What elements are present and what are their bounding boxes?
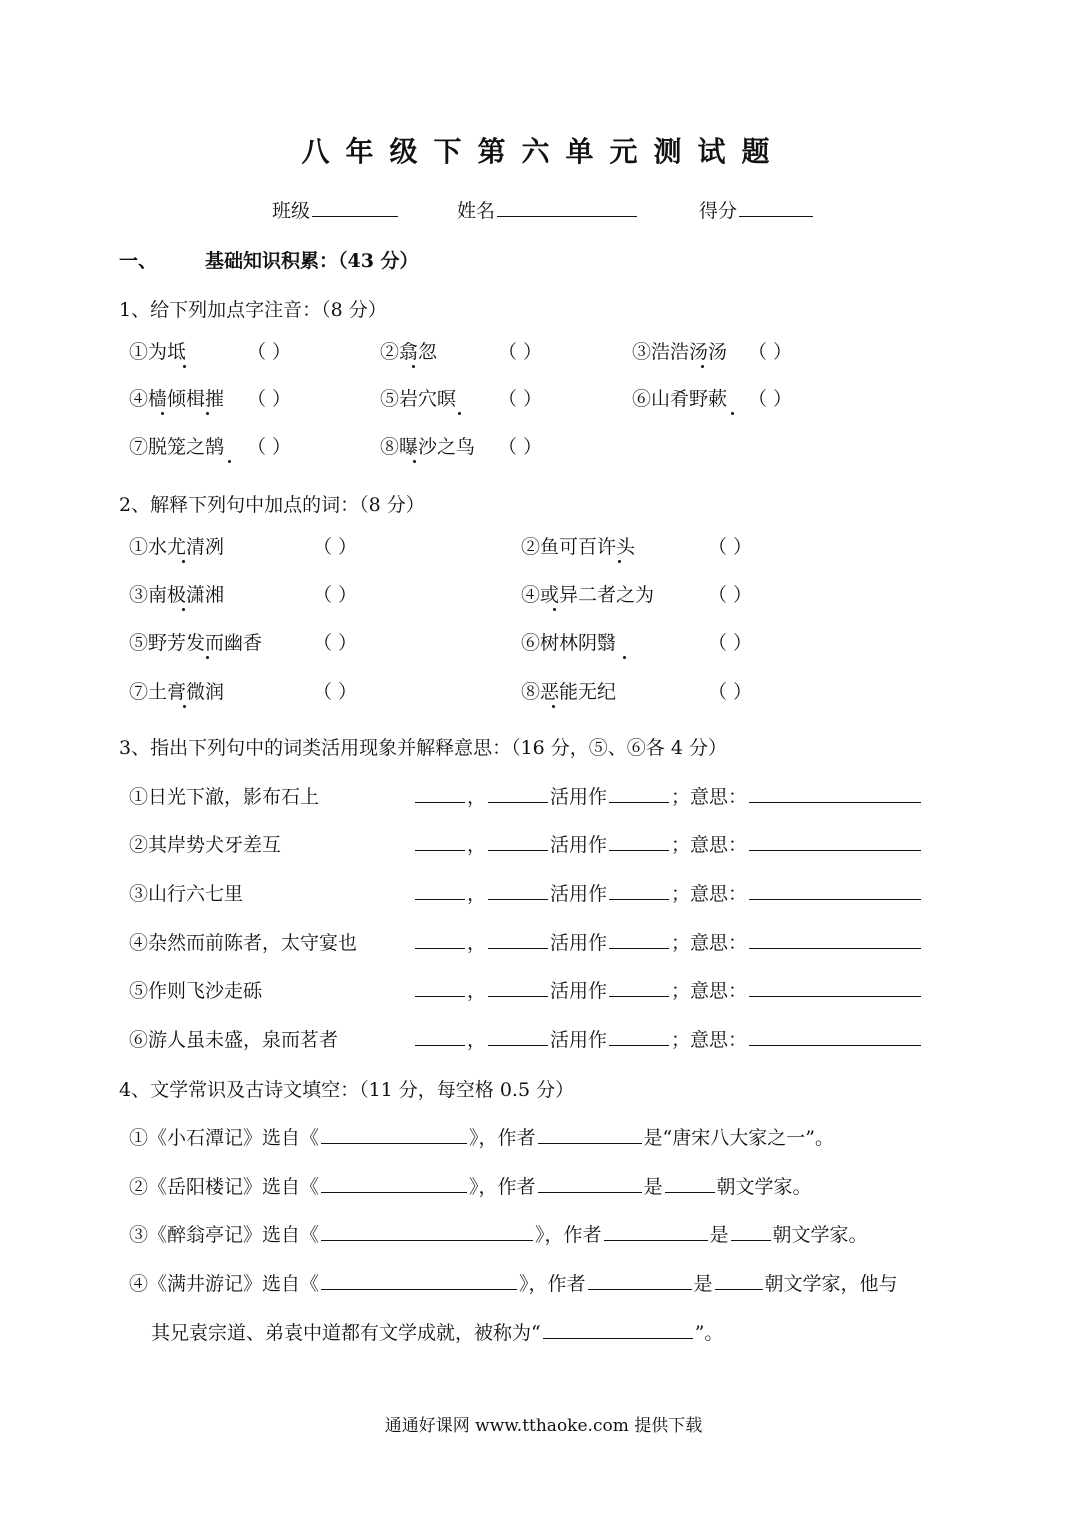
q4-line bbox=[151, 1318, 723, 1345]
q1-item: ④樯倾楫摧 bbox=[129, 388, 225, 410]
comma-text: ， bbox=[467, 1029, 487, 1051]
q2-item: ⑧恶能无纪 bbox=[521, 681, 617, 703]
emphasis-dot bbox=[161, 412, 164, 415]
comma-text: ， bbox=[467, 834, 487, 856]
comma-text: ， bbox=[467, 883, 487, 905]
q4-heading: 4、文学常识及古诗文填空：（11 分，每空格 0.5 分） bbox=[119, 1079, 575, 1101]
emphasis-dot bbox=[413, 460, 416, 463]
word-blank[interactable] bbox=[415, 801, 465, 803]
q3-item: ⑤作则飞沙走砾 bbox=[129, 980, 263, 1002]
word-blank[interactable] bbox=[415, 995, 465, 997]
comma-text: ， bbox=[467, 980, 487, 1002]
title-blank[interactable] bbox=[543, 1337, 693, 1339]
usage-blank[interactable] bbox=[488, 849, 548, 851]
q4-text: 其兄袁宗道、弟袁中道都有文学成就，被称为“ bbox=[151, 1322, 541, 1344]
name-field bbox=[457, 196, 639, 223]
q4-text: 》，作者 bbox=[469, 1127, 536, 1149]
q4-text: 》，作者 bbox=[535, 1224, 602, 1246]
q3-answer-row bbox=[413, 782, 923, 809]
q4-text: ”。 bbox=[694, 1322, 724, 1344]
q3-answer-row bbox=[413, 830, 923, 857]
meaning-blank[interactable] bbox=[749, 801, 921, 803]
q3-item: ④杂然而前陈者，太守宴也 bbox=[129, 932, 358, 954]
meaning-label: 意思： bbox=[690, 834, 748, 856]
q1-answer-paren[interactable]: （ ） bbox=[247, 436, 292, 458]
emphasis-dot bbox=[182, 560, 185, 563]
q3-item: ②其岸势犬牙差互 bbox=[129, 834, 282, 856]
q2-item: ⑥树林阴翳 bbox=[521, 632, 617, 654]
q2-item: ⑦土膏微润 bbox=[129, 681, 225, 703]
q2-answer-paren[interactable]: （ ） bbox=[708, 584, 753, 606]
q1-answer-paren[interactable]: （ ） bbox=[247, 341, 292, 363]
q3-heading: 3、指出下列句中的词类活用现象并解释意思：（16 分，⑤、⑥各 4 分） bbox=[119, 737, 727, 759]
q2-answer-paren[interactable]: （ ） bbox=[708, 536, 753, 558]
author-blank[interactable] bbox=[538, 1191, 642, 1193]
emphasis-dot bbox=[701, 365, 704, 368]
semicolon-text: ； bbox=[671, 786, 691, 808]
q4-text: 是 bbox=[643, 1176, 663, 1198]
usage-blank[interactable] bbox=[488, 947, 548, 949]
source-blank[interactable] bbox=[321, 1288, 517, 1290]
q1-answer-paren[interactable]: （ ） bbox=[247, 388, 292, 410]
author-blank[interactable] bbox=[604, 1239, 708, 1241]
q4-line bbox=[129, 1172, 812, 1199]
type-blank[interactable] bbox=[609, 1044, 669, 1046]
emphasis-dot bbox=[458, 412, 461, 415]
q4-text: ①《小石潭记》选自《 bbox=[129, 1127, 320, 1149]
q1-heading: 1、给下列加点字注音：（8 分） bbox=[119, 299, 387, 321]
q4-text: ②《岳阳楼记》选自《 bbox=[129, 1176, 320, 1198]
comma-text: ， bbox=[467, 786, 487, 808]
q1-item: ②翕忽 bbox=[380, 341, 438, 363]
semicolon-text: ； bbox=[671, 980, 691, 1002]
comma-text: ， bbox=[467, 932, 487, 954]
q1-answer-paren[interactable]: （ ） bbox=[498, 436, 543, 458]
q1-item: ⑤岩穴暝 bbox=[380, 388, 457, 410]
word-blank[interactable] bbox=[415, 947, 465, 949]
q4-line bbox=[129, 1269, 898, 1296]
word-blank[interactable] bbox=[415, 898, 465, 900]
q4-line bbox=[129, 1123, 834, 1150]
q2-answer-paren[interactable]: （ ） bbox=[708, 681, 753, 703]
semicolon-text: ； bbox=[671, 1029, 691, 1051]
q2-item: ①水尤清冽 bbox=[129, 536, 225, 558]
emphasis-dot bbox=[182, 608, 185, 611]
dynasty-blank[interactable] bbox=[715, 1288, 763, 1290]
q3-answer-row bbox=[413, 1025, 923, 1052]
q4-text: ④《满井游记》选自《 bbox=[129, 1273, 320, 1295]
used-as-label: 活用作 bbox=[550, 786, 608, 808]
emphasis-dot bbox=[206, 656, 209, 659]
footer-text: 通通好课网 www.tthaoke.com 提供下载 bbox=[384, 1416, 703, 1436]
q1-item: ①为坻 bbox=[129, 341, 187, 363]
source-blank[interactable] bbox=[321, 1239, 533, 1241]
meaning-label: 意思： bbox=[690, 883, 748, 905]
meaning-blank[interactable] bbox=[749, 995, 921, 997]
emphasis-dot bbox=[623, 656, 626, 659]
usage-blank[interactable] bbox=[488, 801, 548, 803]
q1-answer-paren[interactable]: （ ） bbox=[498, 341, 543, 363]
q2-item: ②鱼可百许头 bbox=[521, 536, 636, 558]
q2-answer-paren[interactable]: （ ） bbox=[708, 632, 753, 654]
meaning-label: 意思： bbox=[690, 1029, 748, 1051]
q2-answer-paren[interactable]: （ ） bbox=[313, 584, 358, 606]
emphasis-dot bbox=[618, 560, 621, 563]
q1-answer-paren[interactable]: （ ） bbox=[748, 341, 793, 363]
source-blank[interactable] bbox=[321, 1142, 467, 1144]
score-blank[interactable] bbox=[739, 215, 813, 217]
score-label: 得分 bbox=[699, 200, 738, 222]
word-blank[interactable] bbox=[415, 849, 465, 851]
q4-text: ③《醉翁亭记》选自《 bbox=[129, 1224, 320, 1246]
usage-blank[interactable] bbox=[488, 898, 548, 900]
q1-answer-paren[interactable]: （ ） bbox=[498, 388, 543, 410]
class-blank[interactable] bbox=[312, 215, 398, 217]
q3-answer-row bbox=[413, 976, 923, 1003]
used-as-label: 活用作 bbox=[550, 834, 608, 856]
used-as-label: 活用作 bbox=[550, 980, 608, 1002]
q2-answer-paren[interactable]: （ ） bbox=[313, 681, 358, 703]
q2-heading: 2、解释下列句中加点的词：（8 分） bbox=[119, 494, 425, 516]
author-blank[interactable] bbox=[588, 1288, 692, 1290]
q4-text: 是 bbox=[693, 1273, 713, 1295]
q3-item: ⑥游人虽未盛，泉而茗者 bbox=[129, 1029, 339, 1051]
emphasis-dot bbox=[206, 412, 209, 415]
class-label: 班级 bbox=[272, 200, 311, 222]
q3-answer-row bbox=[413, 928, 923, 955]
class-field bbox=[272, 196, 400, 223]
usage-blank[interactable] bbox=[488, 1044, 548, 1046]
usage-blank[interactable] bbox=[488, 995, 548, 997]
q4-text: 朝文学家。 bbox=[716, 1176, 812, 1198]
type-blank[interactable] bbox=[609, 849, 669, 851]
name-blank[interactable] bbox=[497, 215, 637, 217]
dynasty-blank[interactable] bbox=[665, 1191, 715, 1193]
used-as-label: 活用作 bbox=[550, 932, 608, 954]
emphasis-dot bbox=[228, 460, 231, 463]
section1-title: 基础知识积累：（43 分） bbox=[205, 250, 419, 272]
score-field bbox=[699, 196, 815, 223]
q2-answer-paren[interactable]: （ ） bbox=[313, 536, 358, 558]
name-label: 姓名 bbox=[457, 200, 496, 222]
meaning-blank[interactable] bbox=[749, 1044, 921, 1046]
used-as-label: 活用作 bbox=[550, 883, 608, 905]
q1-item: ⑥山肴野蔌 bbox=[632, 388, 728, 410]
meaning-label: 意思： bbox=[690, 932, 748, 954]
meaning-blank[interactable] bbox=[749, 947, 921, 949]
q3-answer-row bbox=[413, 879, 923, 906]
q2-item: ⑤野芳发而幽香 bbox=[129, 632, 263, 654]
emphasis-dot bbox=[183, 365, 186, 368]
type-blank[interactable] bbox=[609, 947, 669, 949]
q3-item: ③山行六七里 bbox=[129, 883, 244, 905]
q2-item: ③南极潇湘 bbox=[129, 584, 225, 606]
author-blank[interactable] bbox=[538, 1142, 642, 1144]
q4-text: 朝文学家，他与 bbox=[764, 1273, 898, 1295]
q2-answer-paren[interactable]: （ ） bbox=[313, 632, 358, 654]
q4-text: 朝文学家。 bbox=[772, 1224, 868, 1246]
used-as-label: 活用作 bbox=[550, 1029, 608, 1051]
q1-answer-paren[interactable]: （ ） bbox=[748, 388, 793, 410]
meaning-blank[interactable] bbox=[749, 898, 921, 900]
q4-text: 》，作者 bbox=[469, 1176, 536, 1198]
emphasis-dot bbox=[552, 705, 555, 708]
semicolon-text: ； bbox=[671, 883, 691, 905]
q4-text: 是 bbox=[709, 1224, 729, 1246]
q4-line bbox=[129, 1220, 868, 1247]
type-blank[interactable] bbox=[609, 801, 669, 803]
emphasis-dot bbox=[183, 705, 186, 708]
dynasty-blank[interactable] bbox=[731, 1239, 771, 1241]
meaning-label: 意思： bbox=[690, 980, 748, 1002]
q4-text: 是“唐宋八大家之一”。 bbox=[643, 1127, 834, 1149]
q1-item: ③浩浩汤汤 bbox=[632, 341, 728, 363]
q1-item: ⑧曝沙之鸟 bbox=[380, 436, 476, 458]
q1-item: ⑦脱笼之鹄 bbox=[129, 436, 225, 458]
q3-item: ①日光下澈，影布石上 bbox=[129, 786, 320, 808]
section1-number: 一、 bbox=[119, 250, 158, 272]
q2-item: ④或异二者之为 bbox=[521, 584, 655, 606]
source-blank[interactable] bbox=[321, 1191, 467, 1193]
type-blank[interactable] bbox=[609, 898, 669, 900]
meaning-blank[interactable] bbox=[749, 849, 921, 851]
emphasis-dot bbox=[731, 412, 734, 415]
type-blank[interactable] bbox=[609, 995, 669, 997]
page-title: 八年级下第六单元测试题 bbox=[301, 135, 786, 168]
semicolon-text: ； bbox=[671, 834, 691, 856]
semicolon-text: ； bbox=[671, 932, 691, 954]
q4-text: 》，作者 bbox=[519, 1273, 586, 1295]
meaning-label: 意思： bbox=[690, 786, 748, 808]
emphasis-dot bbox=[553, 608, 556, 611]
word-blank[interactable] bbox=[415, 1044, 465, 1046]
emphasis-dot bbox=[412, 365, 415, 368]
